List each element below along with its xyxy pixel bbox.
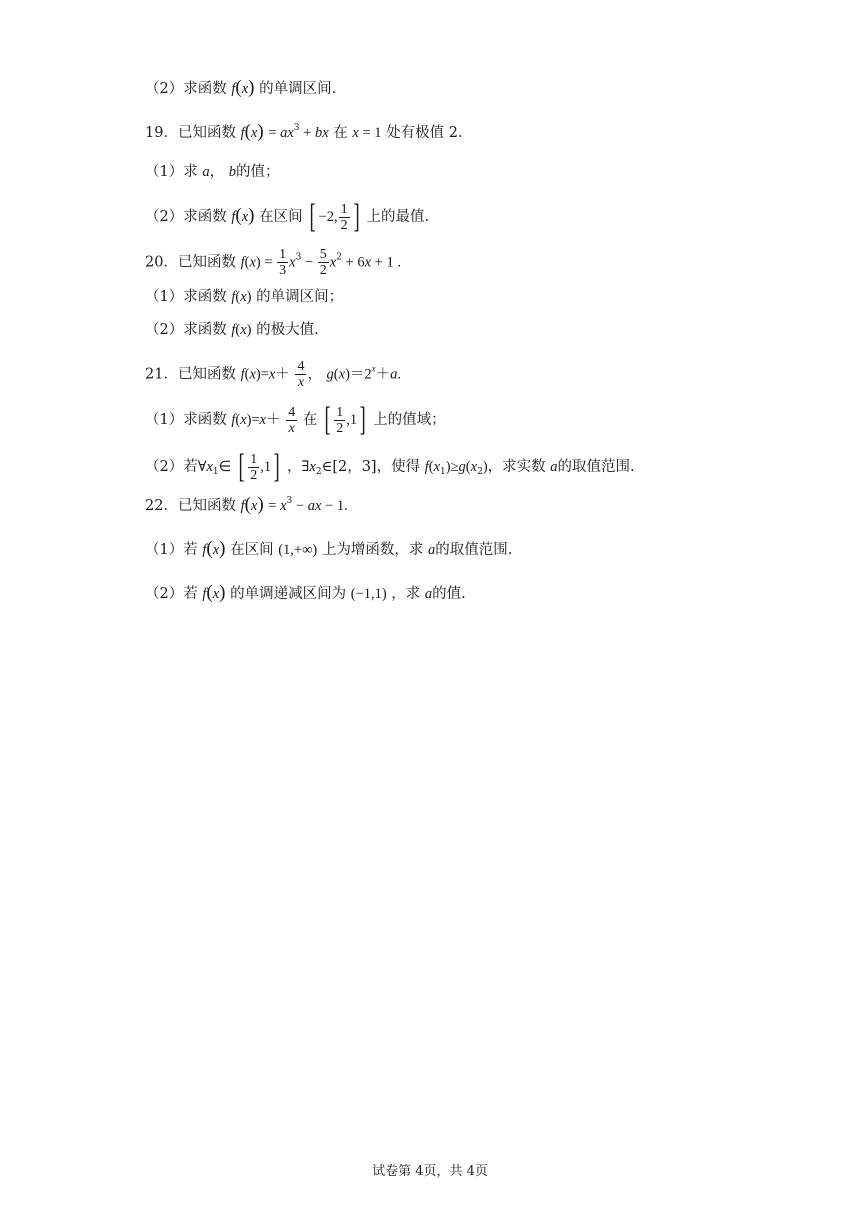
q19-part2: （2）求函数 f(x) 在区间 [ −2, $\frac{1}{2}$ ] 上的最值. bbox=[145, 198, 430, 235]
q21-part2: （2）若$\forall x_1\in$ [ $\frac{1}{2}$ ,1] ，$\exists x_2\in[2$，3]，使得 $f(x_1)\ge g(x_2)$，求实数 a的取值范围. bbox=[145, 448, 635, 485]
q19-part1: （1）求 a， b的值； bbox=[145, 164, 280, 180]
q20-part2: （2）求函数 f(x) 的极大值. bbox=[145, 322, 319, 338]
q22-part2: （2）若 f(x) 的单调递减区间为 (−1,1) ，求 a的值. bbox=[145, 582, 466, 603]
q22-part1: （1）若 f(x) 在区间 (1,+∞) 上为增函数，求 a的取值范围. bbox=[145, 538, 513, 559]
q21-part1: （1）求函数 f(x)=x＋ $\frac{4}{x}$ 在 [ $\frac{1}{2}$ ,1] 上的值域； bbox=[145, 401, 446, 438]
q19-stem: 19．已知函数 $f(x) = ax^3$ + bx 在 x = 1 处有极值 2． bbox=[145, 121, 473, 142]
page-footer: 试卷第 4页，共 4页 bbox=[372, 1164, 488, 1179]
q18-part2: （2）求函数 f(x) 的单调区间. bbox=[145, 77, 337, 98]
q21-stem: 21．已知函数 f(x)=x＋ $\frac{4}{x}$ ， $g(x)=2^x+a$. bbox=[145, 359, 402, 390]
q20-part1: （1）求函数 f(x) 的单调区间； bbox=[145, 289, 344, 305]
q20-stem: 20．已知函数 f(x) = $\frac{1}{3}$ $x^3$ − $\frac{5}{2}$ $x^2 + 6x + 1$ . bbox=[145, 247, 401, 278]
q22-stem: 22．已知函数 $f(x) = x^3$ − ax − 1. bbox=[145, 494, 348, 515]
